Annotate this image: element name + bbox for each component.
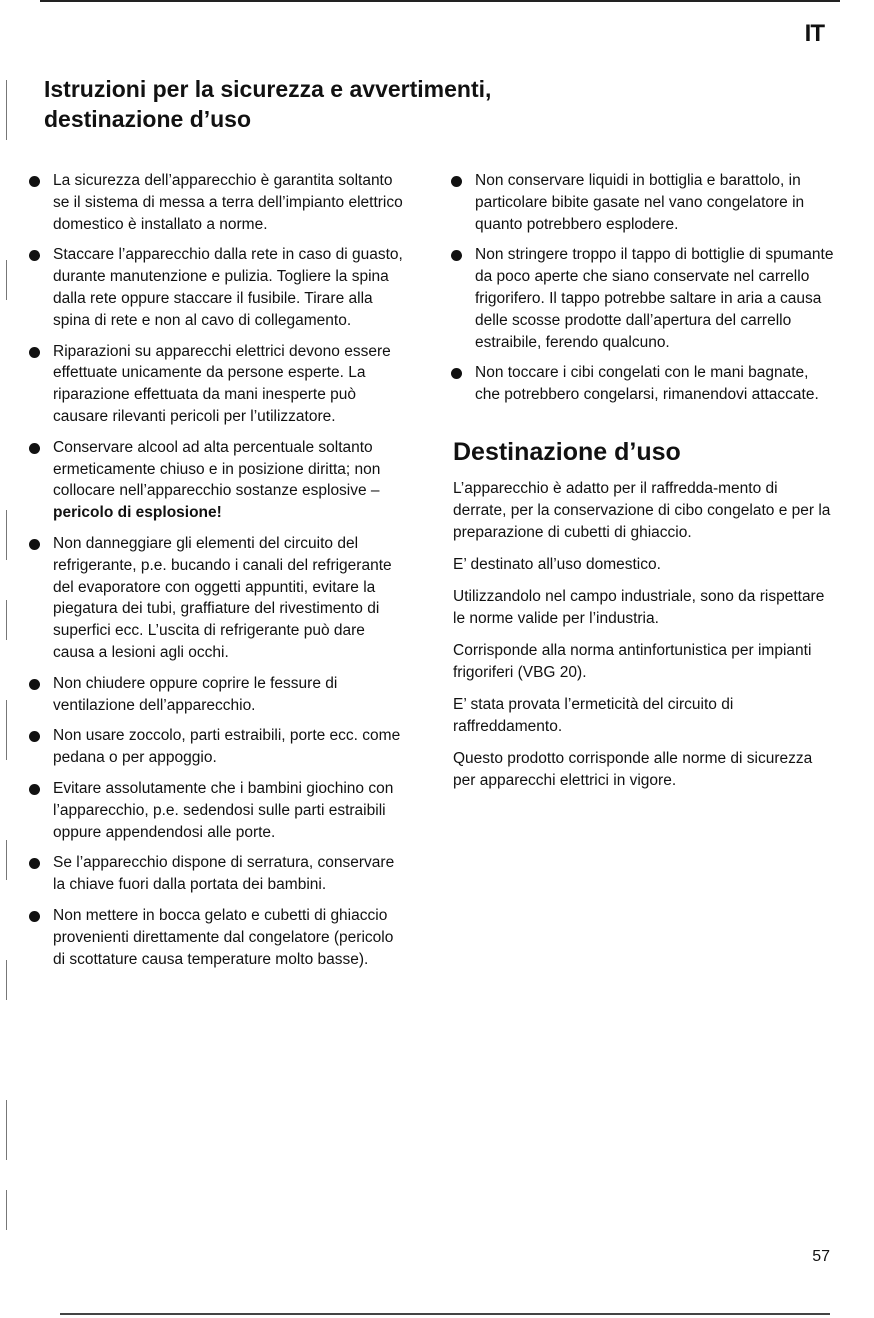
page-number: 57: [812, 1248, 830, 1265]
paragraph: Questo prodotto corrisponde alle norme di sicurezza per apparecchi elettrici in vigore.: [453, 749, 813, 789]
bullet-dot-icon: [29, 784, 40, 795]
left-column: [28, 170, 408, 979]
bullet-dot-icon: [451, 250, 462, 261]
list-item: [28, 905, 408, 970]
list-item: [28, 673, 408, 717]
list-item-text: La sicurezza dell’apparecchio è garantita soltanto se il sistema di messa a terra dell’impianto elettrico domestico è installato a norme.: [53, 172, 403, 233]
safety-list-right: [450, 170, 835, 406]
list-item-text: Evitare assolutamente che i bambini giochino con l’apparecchio, p.e. sedendosi sulle parti estraibili oppure appendendosi alle porte.: [53, 779, 394, 841]
list-item: [28, 170, 408, 235]
bullet-dot-icon: [29, 911, 40, 922]
top-rule: [40, 0, 840, 2]
list-item-text: Conservare alcool ad alta percentuale soltanto ermeticamente chiuso e in posizione diritta; non collocare nell’apparecchio sostanze esplosive –: [53, 438, 381, 500]
bullet-dot-icon: [29, 250, 40, 261]
paragraph: E’ stata provata l’ermeticità del circuito di raffreddamento.: [453, 695, 734, 735]
list-item: [450, 362, 835, 406]
list-item-text: Non mettere in bocca gelato e cubetti di ghiaccio provenienti direttamente dal congelatore (pericolo di scottature causa temperature molto basse).: [53, 906, 394, 968]
section-heading: Destinazione d’uso: [453, 437, 681, 466]
paragraph: Corrisponde alla norma antinfortunistica per impianti frigoriferi (VBG 20).: [453, 641, 812, 681]
list-item: [28, 852, 408, 896]
bullet-dot-icon: [29, 539, 40, 550]
bottom-rule: [60, 1313, 830, 1315]
list-item: [28, 778, 408, 843]
bullet-dot-icon: [29, 858, 40, 869]
paragraph: Utilizzandolo nel campo industriale, sono da rispettare le norme valide per l’industria.: [453, 587, 825, 627]
list-item-text: Non stringere troppo il tappo di bottiglie di spumante da poco aperte che siano conservate nel carrello frigorifero. Il tappo potrebbe saltare in aria a causa delle scosse prodotte dall’apertura del carrello estraibile, ferendo qualcuno.: [475, 246, 834, 351]
right-column: [450, 170, 835, 802]
bullet-dot-icon: [29, 679, 40, 690]
list-item: [450, 170, 835, 235]
list-item-text: Riparazioni su apparecchi elettrici devono essere effettuate unicamente da persone esperte. La riparazione effettuata da mani inesperte può causare rilevanti pericoli per l’utilizzatore.: [53, 342, 391, 425]
list-item-text: Non conservare liquidi in bottiglia e barattolo, in particolare bibite gasate nel vano congelatore in quanto potrebbero esplodere.: [475, 172, 805, 233]
language-code: IT: [804, 20, 824, 47]
paragraph: E’ destinato all’uso domestico.: [453, 555, 661, 573]
list-item: [28, 244, 408, 331]
margin-marks: [6, 80, 8, 1310]
bullet-dot-icon: [451, 368, 462, 379]
bullet-dot-icon: [29, 731, 40, 742]
bullet-dot-icon: [451, 176, 462, 187]
bullet-dot-icon: [29, 176, 40, 187]
safety-list-left: [28, 170, 408, 970]
list-item: [28, 437, 408, 524]
page-title: Istruzioni per la sicurezza e avvertimenti, destinazione d’uso: [44, 76, 492, 132]
list-item-text: Non toccare i cibi congelati con le mani bagnate, che potrebbero congelarsi, rimanendovi attaccate.: [475, 364, 819, 404]
list-item-text: Non usare zoccolo, parti estraibili, porte ecc. come pedana o per appoggio.: [53, 727, 401, 767]
list-item: [450, 244, 835, 353]
list-item-text: Staccare l’apparecchio dalla rete in caso di guasto, durante manutenzione e pulizia. Togliere la spina dalla rete oppure staccare il fusibile. Tirare alla spina di rete e non al cavo di collegamento.: [53, 246, 403, 329]
list-item-text: Non danneggiare gli elementi del circuito del refrigerante, p.e. bucando i canali del refrigerante del evaporatore con oggetti appuntiti, evitare la piegatura dei tubi, graffiature del rivestimento di superfici ecc. L’uscita di refrigerante può dare causa a lesioni agli occhi.: [53, 534, 392, 661]
list-item: [28, 725, 408, 769]
bullet-dot-icon: [29, 443, 40, 454]
bullet-dot-icon: [29, 347, 40, 358]
explosion-warning: pericolo di esplosione!: [53, 504, 222, 522]
list-item: [28, 341, 408, 428]
list-item-text: Non chiudere oppure coprire le fessure di ventilazione dell’apparecchio.: [53, 674, 338, 714]
list-item-text: Se l’apparecchio dispone di serratura, conservare la chiave fuori dalla portata dei bambini.: [53, 854, 395, 894]
list-item: [28, 533, 408, 664]
paragraph: L’apparecchio è adatto per il raffredda-mento di derrate, per la conservazione di cibo congelato e per la preparazione di cubetti di ghiaccio.: [453, 479, 831, 541]
